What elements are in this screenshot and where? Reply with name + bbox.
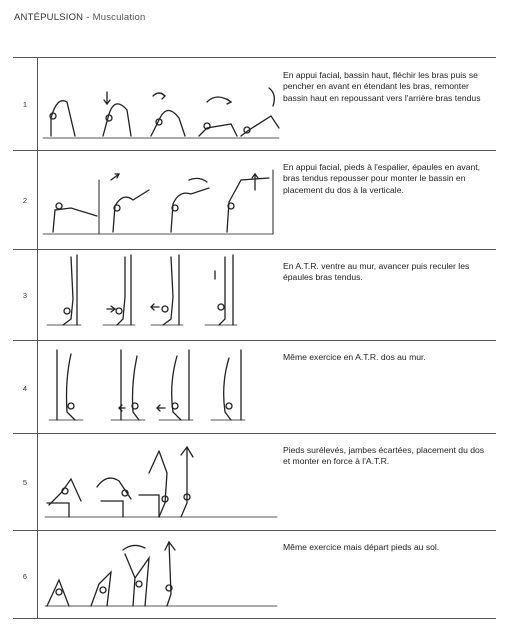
page-subtitle: Musculation (92, 12, 146, 23)
exercise-illustration (41, 249, 281, 340)
exercise-number: 5 (22, 478, 28, 487)
title-separator: - (86, 12, 90, 23)
column-divider (37, 340, 38, 433)
exercise-number: 1 (22, 100, 28, 109)
exercise-number: 3 (22, 291, 28, 300)
exercise-table (13, 57, 496, 618)
exercise-illustration (41, 530, 281, 618)
exercise-row (13, 530, 496, 619)
exercise-description: Pieds surélevés, jambes écartées, placement du dos et monter en force à l'A.T.R. (283, 445, 485, 467)
exercise-description: En A.T.R. ventre au mur, avancer puis reculer les épaules bras tendus. (283, 261, 470, 283)
exercise-description: Même exercice en A.T.R. dos au mur. (283, 352, 426, 362)
exercise-row (13, 433, 496, 531)
exercise-number: 2 (22, 196, 28, 205)
exercise-row (13, 58, 496, 151)
column-divider (37, 58, 38, 150)
exercise-illustration (41, 150, 281, 249)
column-divider (37, 433, 38, 530)
exercise-description: Même exercice mais départ pieds au sol. (283, 542, 440, 552)
exercise-number: 6 (22, 572, 28, 581)
page-header (14, 12, 146, 23)
column-divider (37, 249, 38, 340)
exercise-illustration (41, 340, 281, 433)
column-divider (37, 530, 38, 618)
exercise-illustration (41, 433, 281, 530)
exercise-row (13, 150, 496, 250)
exercise-row (13, 249, 496, 341)
exercise-number: 4 (22, 384, 28, 393)
column-divider (37, 150, 38, 249)
exercise-row (13, 340, 496, 434)
page-title: ANTÉPULSION (14, 12, 84, 23)
exercise-description: En appui facial, bassin haut, fléchir les bras puis se pencher en avant en étendant les bras, remonter bassin haut en repoussant vers l'arrière bras tendus (283, 70, 481, 103)
exercise-illustration (41, 58, 281, 150)
exercise-description: En appui facial, pieds à l'espalier, épaules en avant, bras tendus repousser pour monter le bassin en placement du dos à la verticale. (283, 162, 481, 195)
